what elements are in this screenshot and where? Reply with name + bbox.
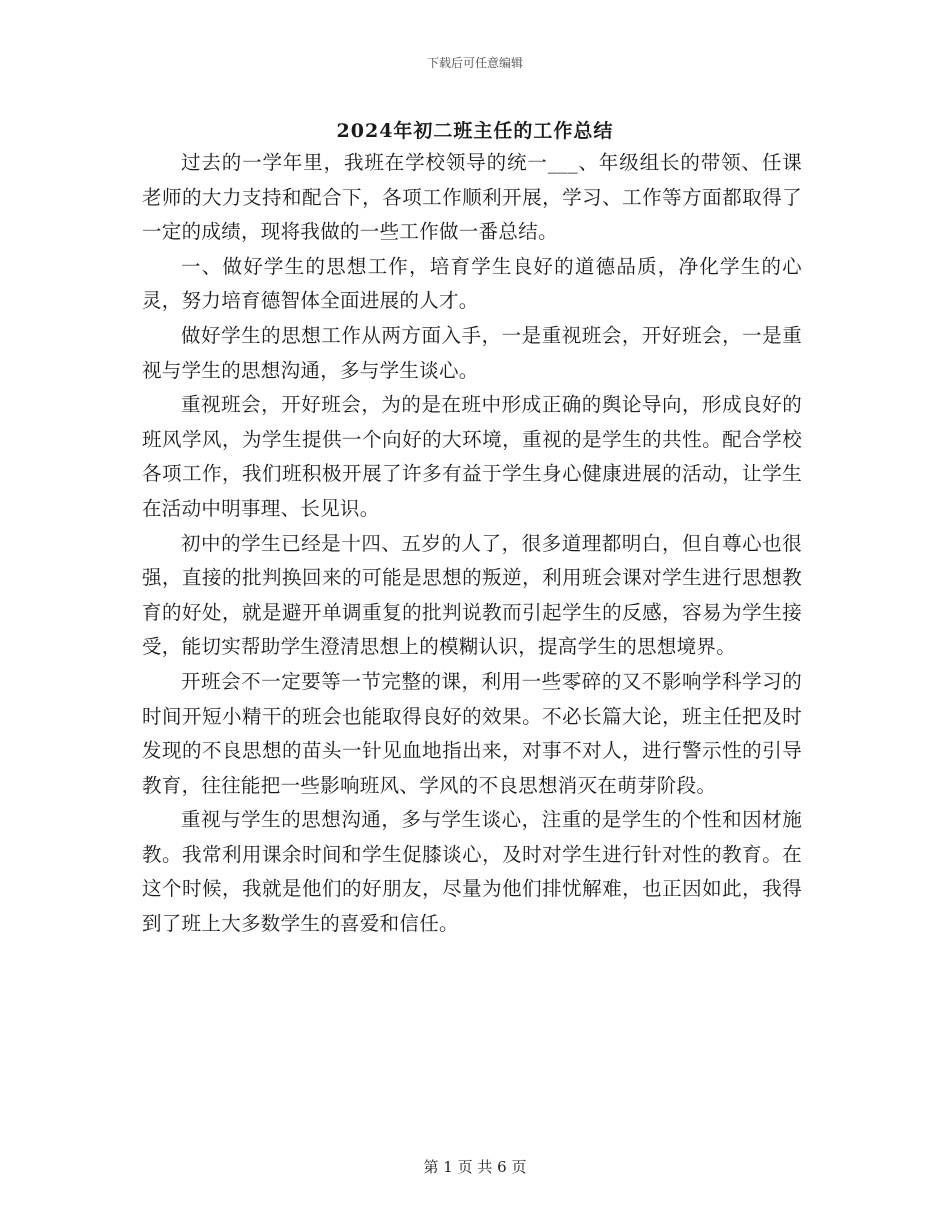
paragraph: 初中的学生已经是十四、五岁的人了，很多道理都明白，但自尊心也很强，直接的批判换回来的可能是思想的叛逆，利用班会课对学生进行思想教育的好处，就是避开单调重复的批判说教而引起学生的反感，容易为学生接受，能切实帮助学生澄清思想上的模糊认识，提高学生的思想境界。 xyxy=(142,531,802,659)
document-title: 2024年初二班主任的工作总结 xyxy=(336,120,614,142)
paragraph: 重视班会，开好班会，为的是在班中形成正确的舆论导向，形成良好的班风学风，为学生提供一个向好的大环境，重视的是学生的共性。配合学校各项工作，我们班积极开展了许多有益于学生身心健康进展的活动，让学生在活动中明事理、长见识。 xyxy=(142,393,802,520)
paragraph: 重视与学生的思想沟通，多与学生谈心，注重的是学生的个性和因材施教。我常利用课余时间和学生促膝谈心，及时对学生进行针对性的教育。在这个时候，我就是他们的好朋友，尽量为他们排忧解难，也正因如此，我得到了班上大多数学生的喜爱和信任。 xyxy=(142,808,802,936)
page-number: 第 1 页 共 6 页 xyxy=(423,1158,527,1176)
paragraph: 过去的一学年里，我班在学校领导的统一___、年级组长的带领、任课老师的大力支持和配合下，各项工作顺利开展，学习、工作等方面都取得了一定的成绩，现将我做的一些工作做一番总结。 xyxy=(142,151,802,244)
paragraph: 开班会不一定要等一节完整的课，利用一些零碎的又不影响学科学习的时间开短小精干的班会也能取得良好的效果。不必长篇大论，班主任把及时发现的不良思想的苗头一针见血地指出来，对事不对人，进行警示性的引导教育，往往能把一些影响班风、学风的不良思想消灭在萌芽阶段。 xyxy=(142,669,802,797)
paragraph: 一、做好学生的思想工作，培育学生良好的道德品质，净化学生的心灵，努力培育德智体全面进展的人才。 xyxy=(142,254,802,313)
document-body xyxy=(142,146,802,942)
page-header-note: 下载后可任意编辑 xyxy=(426,56,523,70)
paragraph: 做好学生的思想工作从两方面入手，一是重视班会，开好班会，一是重视与学生的思想沟通，多与学生谈心。 xyxy=(142,323,802,382)
